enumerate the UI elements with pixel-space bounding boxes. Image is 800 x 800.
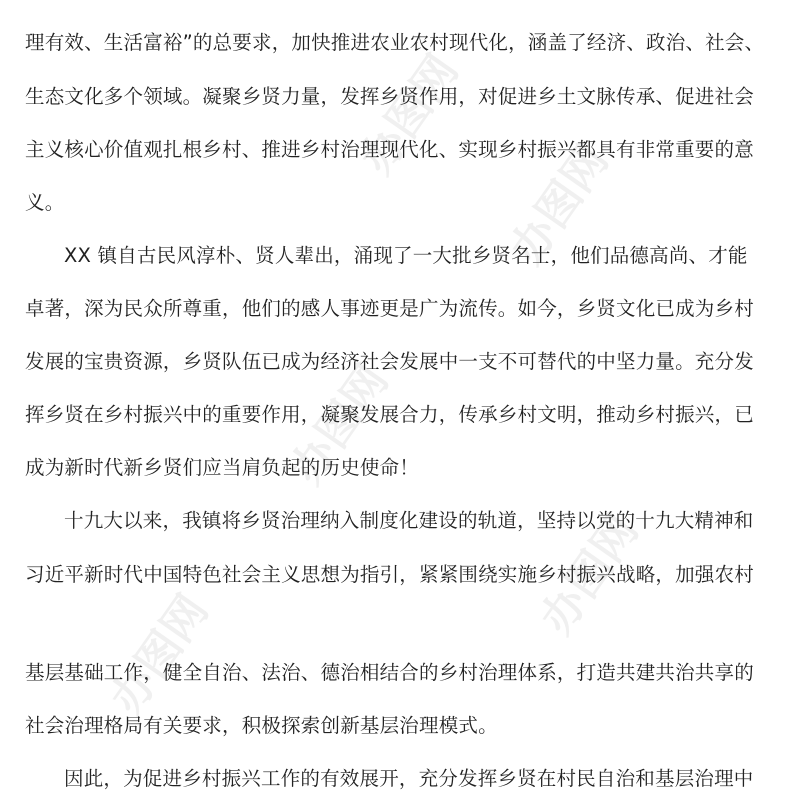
text-line: 义。 (25, 191, 65, 214)
paragraph-start-line: XX 镇自古民风淳朴、贤人辈出，涌现了一大批乡贤名士，他们品德高尚、才能 (64, 244, 748, 267)
text-line: 成为新时代新乡贤们应当肩负起的历史使命！ (25, 456, 420, 479)
text-line: 理有效、生活富裕”的总要求，加快推进农业农村现代化，涵盖了经济、政治、社会、 (25, 31, 765, 54)
watermark: 办图网 (350, 45, 469, 184)
watermark: 办图网 (280, 355, 399, 494)
text-line: 基层基础工作，健全自治、法治、德治相结合的乡村治理体系，打造共建共治共享的 (25, 661, 754, 684)
text-line: 主义核心价值观扎根乡村、推进乡村治理现代化、实现乡村振兴都具有非常重要的意 (25, 138, 754, 161)
watermark: 办图网 (100, 585, 219, 724)
text-line: 发展的宝贵资源，乡贤队伍已成为经济社会发展中一支不可替代的中坚力量。充分发 (25, 350, 754, 373)
paragraph-start-line: 十九大以来，我镇将乡贤治理纳入制度化建设的轨道，坚持以党的十九大精神和 (64, 509, 754, 532)
text-line: 社会治理格局有关要求，积极探索创新基层治理模式。 (25, 714, 498, 737)
text-line: 习近平新时代中国特色社会主义思想为指引，紧紧围绕实施乡村振兴战略，加强农村 (25, 563, 754, 586)
text-line: 生态文化多个领域。凝聚乡贤力量，发挥乡贤作用，对促进乡土文脉传承、促进社会 (25, 85, 754, 108)
text-line: 卓著，深为民众所尊重，他们的感人事迹更是广为流传。如今，乡贤文化已成为乡村 (25, 297, 754, 320)
paragraph-start-line: 因此，为促进乡村振兴工作的有效展开，充分发挥乡贤在村民自治和基层治理中 (64, 767, 754, 790)
watermark: 办图网 (500, 135, 619, 274)
text-line: 挥乡贤在乡村振兴中的重要作用，凝聚发展合力，传承乡村文明，推动乡村振兴，已 (25, 403, 754, 426)
watermark: 办图网 (530, 505, 649, 644)
